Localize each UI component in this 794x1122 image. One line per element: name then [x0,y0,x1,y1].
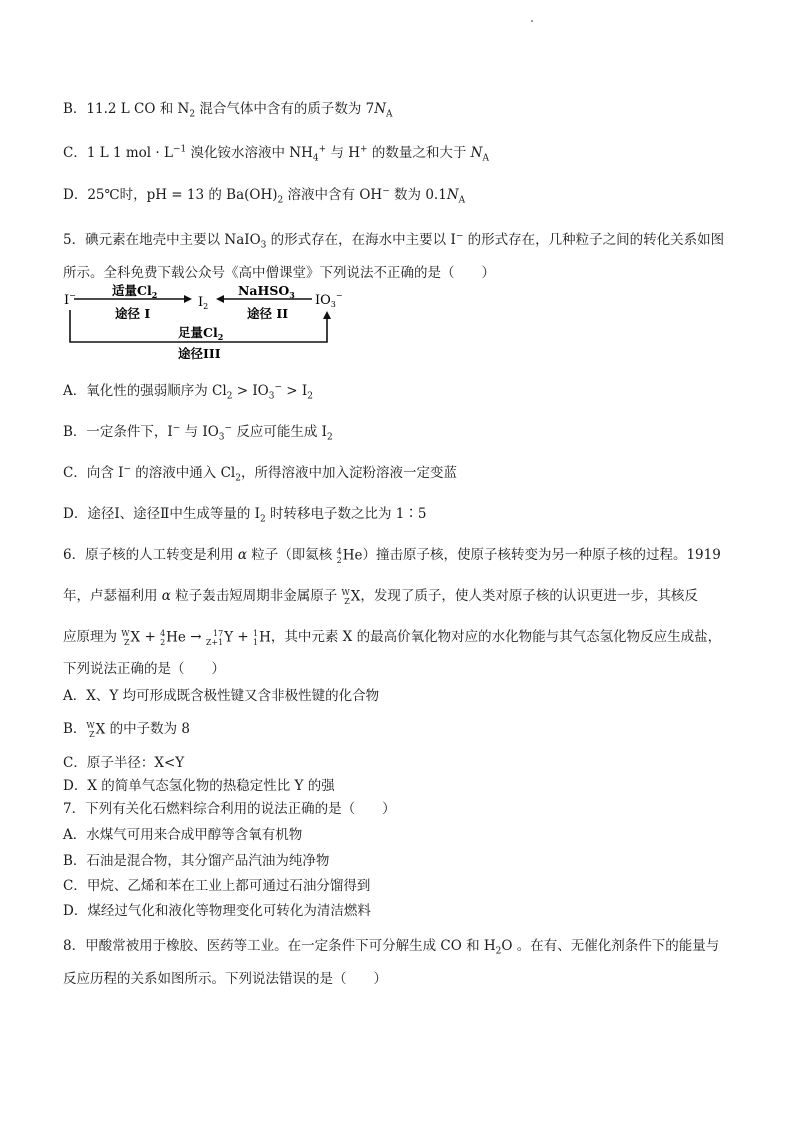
q7-option-c: C．甲烷、乙烯和苯在工业上都可通过石油分馏得到 [63,878,371,894]
hydrogen-nuclide: 1 1 H [253,628,271,647]
path3-reagent: 足量$Cl_2$ [178,325,224,342]
q6-option-c: C．原子半径：X<Y [63,755,185,771]
y-nuclide: 17 Z+1 Y [205,628,234,647]
diagram-node-iodine: $I_2$ [198,295,209,311]
path2-label: 途径 II [247,306,289,321]
q8-stem-line2: 反应历程的关系如图所示。下列说法错误的是（ ） [63,971,387,987]
q7-stem: 7．下列有关化石燃料综合利用的说法正确的是（ ） [63,801,396,817]
diagram-node-iodate: $IO_3^-$ [315,291,343,309]
path3-arrow-head [323,311,331,319]
x-nuclide: W Z X [341,587,361,606]
path1-reagent: 适量$Cl_2$ [112,283,158,300]
q5-stem-line1: 5．碘元素在地壳中主要以 NaIO$_3$ 的形式存在，在海水中主要以 I− 的形式存在，几种粒子之间的转化关系如图 [63,231,725,251]
q6-stem-line4: 下列说法正确的是（ ） [63,661,225,677]
x-nuclide: W Z X [86,720,106,739]
q6-stem-line3: 应原理为 W Z X + 4 2 He → 17 Z+1 Y + 1 1 H，其中元素 X 的最高价氧化物对应的水化物能与其气态氢化物反应生成盐， [63,628,722,647]
q7-option-b: B．石油是混合物，其分馏产品汽油为纯净物 [63,853,330,869]
helium-nuclide: 4 2 He [160,628,186,647]
q4-option-c: C．1 L 1 mol · $L^{-1}$ 溴化铵水溶液中 $NH_4^+$ 与 H+ 的数量之和大于 $N_A$ [63,144,489,164]
path1-arrow-head [184,295,192,303]
x-nuclide: W Z X [121,628,141,647]
q8-stem-line1: 8．甲酸常被用于橡胶、医药等工业。在一定条件下可分解生成 CO 和 $H_2O$ 。在有、无催化剂条件下的能量与 [63,938,720,957]
path2-arrow-head [216,295,224,303]
q5-option-c: C．向含 I− 的溶液中通入 $Cl_2$，所得溶液中加入淀粉溶液一定变蓝 [63,464,457,484]
q5-conversion-diagram [60,282,350,362]
q5-option-d: D．途径Ⅰ、途径Ⅱ中生成等量的 $I_2$ 时转移电子数之比为 1∶5 [63,506,427,525]
q5-stem-line2: 所示。全科免费下载公众号《高中僧课堂》下列说法不正确的是（ ） [63,265,495,281]
q5-option-a: A．氧化性的强弱顺序为 $Cl_2 > IO_3^- > I_2$ [63,382,313,402]
path2-reagent: NaHSO$_3$ [238,283,295,300]
diagram-node-iodide: I− [64,291,76,308]
path1-label: 途径 I [115,306,151,321]
q7-option-a: A．水煤气可用来合成甲醇等含氧有机物 [63,827,303,843]
helium-nuclide: 4 2 He [336,546,363,565]
q4-option-b: B．11.2 L CO 和 $N_2$ 混合气体中含有的质子数为 $7N_A$ [63,101,393,120]
q6-option-d: D．X 的简单气态氢化物的热稳定性比 Y 的强 [63,778,335,794]
q4-option-d: D．25℃时，pH = 13 的 $Ba(OH)_2$ 溶液中含有 OH− 数为 $0.1N_A$ [63,186,466,206]
q6-option-b: B． W Z X 的中子数为 8 [63,720,190,739]
q5-option-b: B．一定条件下，I− 与 $IO_3^-$ 反应可能生成 $I_2$ [63,423,333,443]
q6-stem-line1: 6．原子核的人工转变是利用 α 粒子（即氦核 4 2 He）撞击原子核，使原子核转变为另一种原子核的过程。1919 [63,546,721,565]
path3-label: 途径III [178,346,221,361]
scan-dot [531,20,533,22]
q6-stem-line2: 年，卢瑟福利用 α 粒子轰击短周期非金属原子 W Z X，发现了质子，使人类对原子核的认识更进一步，其核反 [63,587,698,606]
q7-option-d: D．煤经过气化和液化等物理变化可转化为清洁燃料 [63,903,371,919]
q6-option-a: A．X、Y 均可形成既含极性键又含非极性键的化合物 [63,688,380,704]
